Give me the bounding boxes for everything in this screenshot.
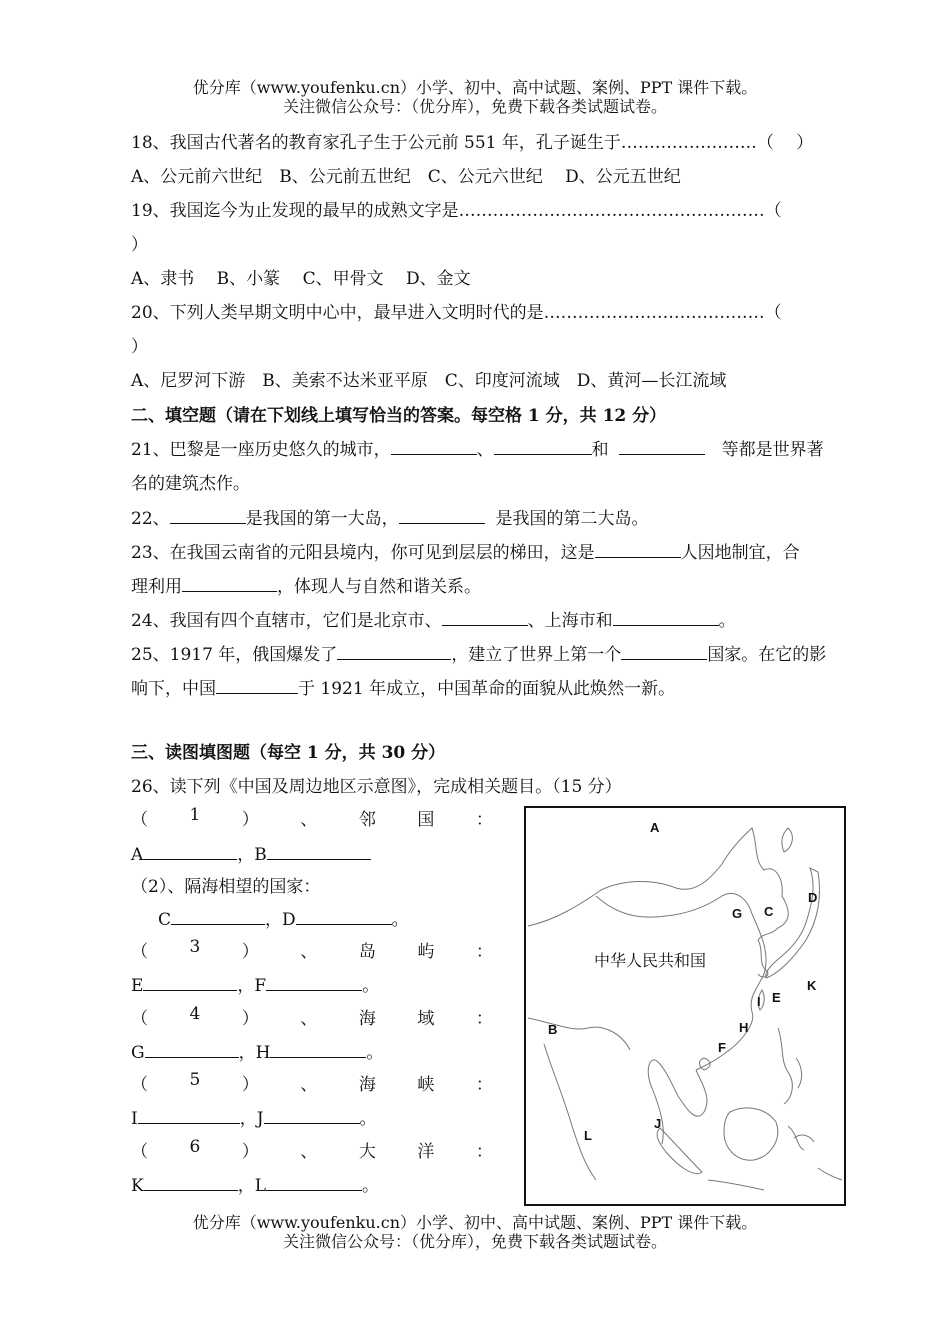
china-region-map — [524, 806, 846, 1206]
map-label-l: L — [584, 1128, 592, 1143]
q21-blank-1[interactable] — [391, 438, 477, 455]
q25-blank-1[interactable] — [337, 643, 451, 660]
q22-blank-2[interactable] — [399, 507, 485, 524]
answer-blank[interactable] — [143, 843, 237, 860]
item-label-char: 海 — [358, 1075, 376, 1095]
q21-text: 等都是世界著 — [721, 440, 824, 460]
item-number: 5 — [189, 1070, 201, 1090]
q26-item-3-head — [131, 937, 493, 962]
item-number: 1 — [189, 805, 201, 825]
answer-blank[interactable] — [270, 1041, 366, 1058]
map-mongolia-border — [596, 893, 752, 917]
map-label-e: E — [772, 990, 781, 1005]
q19-stem: 19、我国迄今为止发现的最早的成熟文字是………………………………………………（ — [131, 201, 782, 221]
q21-text: 、 — [476, 440, 494, 460]
q22-line — [131, 504, 873, 529]
item-label-char: 国 — [417, 810, 435, 830]
q26-item-2-head: （2）、隔海相望的国家： — [131, 877, 321, 897]
map-border-north — [528, 828, 788, 940]
q19-options: A、隶书 B、小篆 C、甲骨文 D、金文 — [131, 269, 471, 289]
answer-letter: I — [131, 1109, 138, 1129]
q22-text: 是我国的第二大岛。 — [495, 509, 649, 529]
q25-text: ，建立了世界上第一个 — [451, 645, 622, 665]
answer-letter: A — [131, 845, 144, 865]
paren: ） — [241, 1142, 259, 1162]
answer-letter: ，L — [237, 1176, 266, 1196]
q21-line-2: 名的建筑杰作。 — [131, 474, 250, 494]
q21-text: 和 — [591, 440, 609, 460]
answer-blank[interactable] — [264, 1107, 360, 1124]
q23-line-2 — [131, 572, 873, 597]
item-label-char: 屿 — [417, 942, 435, 962]
punct: 、 — [300, 1009, 318, 1029]
item-label-char: 峡 — [417, 1075, 435, 1095]
answer-blank[interactable] — [266, 1174, 362, 1191]
answer-letter: E — [131, 976, 144, 996]
q24-text: 24、我国有四个直辖市，它们是北京市、 — [131, 611, 442, 631]
answer-blank[interactable] — [266, 974, 362, 991]
map-label-f: F — [718, 1040, 726, 1055]
q23-line-1 — [131, 538, 873, 563]
answer-letter: ，B — [237, 845, 267, 865]
q26-item-4-head — [131, 1004, 493, 1029]
q21-blank-2[interactable] — [494, 438, 592, 455]
paren: （ — [131, 1075, 148, 1095]
map-sulawesi — [788, 1126, 814, 1150]
map-country-label: 中华人民共和国 — [594, 951, 707, 970]
map-philippines — [778, 1028, 802, 1104]
q24-text: 。 — [718, 611, 736, 631]
answer-letter: ，J — [239, 1109, 264, 1129]
item-label-char: 洋 — [417, 1142, 435, 1162]
answer-blank[interactable] — [267, 843, 371, 860]
q23-blank-2[interactable] — [182, 575, 277, 592]
answer-letter: ，F — [237, 976, 267, 996]
punct: 。 — [391, 910, 409, 930]
map-label-c: C — [764, 904, 774, 919]
q24-blank-2[interactable] — [613, 609, 719, 626]
q18-options: A、公元前六世纪 B、公元前五世纪 C、公元六世纪 D、公元五世纪 — [131, 167, 681, 187]
item-label-char: 海 — [358, 1009, 376, 1029]
answer-letter: C — [158, 910, 172, 930]
punct: 、 — [300, 942, 318, 962]
q21-blank-3[interactable] — [619, 438, 705, 455]
map-china-coast — [696, 914, 766, 1070]
section-3-title: 三、读图填图题（每空 1 分，共 30 分） — [131, 743, 446, 763]
map-borneo — [724, 1108, 778, 1160]
answer-blank[interactable] — [143, 974, 237, 991]
q26-item-5-head — [131, 1070, 493, 1095]
paren: ） — [241, 810, 259, 830]
header-line-1: 优分库（www.youfenku.cn）小学、初中、高中试题、案例、PPT 课件下载。 — [192, 78, 758, 97]
q26-item-1-head — [131, 805, 493, 830]
punct: ： — [475, 1142, 493, 1162]
punct: 。 — [362, 976, 380, 996]
answer-letter: G — [131, 1043, 145, 1063]
item-label-char: 域 — [417, 1009, 435, 1029]
footer-line-2: 关注微信公众号：（优分库），免费下载各类试题试卷。 — [282, 1232, 667, 1251]
punct: 、 — [300, 810, 318, 830]
map-hokkaido — [782, 828, 792, 852]
q25-text: 25、1917 年，俄国爆发了 — [131, 645, 338, 665]
q20-stem-end: ） — [131, 337, 148, 357]
answer-blank[interactable] — [296, 908, 392, 925]
q23-text: 人因地制宜，合 — [680, 543, 800, 563]
q18-stem: 18、我国古代著名的教育家孔子生于公元前 551 年，孔子诞生于……………………（ ） — [131, 133, 814, 153]
header-line-2: 关注微信公众号：（优分库），免费下载各类试题试卷。 — [282, 97, 667, 116]
paren: ） — [241, 1075, 259, 1095]
q25-line-2 — [131, 674, 873, 699]
answer-letter: ，D — [265, 910, 296, 930]
map-india-coast — [528, 1018, 630, 1050]
map-label-k: K — [807, 978, 817, 993]
q22-text: 是我国的第一大岛， — [245, 509, 399, 529]
q25-blank-3[interactable] — [216, 677, 298, 694]
item-label-char: 邻 — [358, 810, 376, 830]
item-number: 6 — [189, 1137, 201, 1157]
item-label-char: 大 — [358, 1142, 376, 1162]
q25-line-1 — [131, 640, 873, 665]
punct: 。 — [359, 1109, 377, 1129]
q24-blank-1[interactable] — [442, 609, 528, 626]
map-label-b: B — [548, 1022, 558, 1037]
answer-blank[interactable] — [144, 1174, 238, 1191]
punct: ： — [475, 942, 493, 962]
q20-stem: 20、下列人类早期文明中心中，最早进入文明时代的是…………………………………（ — [131, 303, 782, 323]
paren: ） — [241, 1009, 259, 1029]
q23-text: 理利用 — [131, 577, 182, 597]
punct: ： — [475, 810, 493, 830]
punct: ： — [475, 1075, 493, 1095]
answer-blank[interactable] — [145, 1041, 239, 1058]
answer-letter: K — [131, 1176, 144, 1196]
paren: （ — [131, 942, 148, 962]
q23-blank-1[interactable] — [595, 541, 681, 558]
paren: ） — [241, 942, 259, 962]
item-number: 3 — [189, 937, 201, 957]
paren: （ — [131, 1009, 148, 1029]
map-label-d: D — [808, 890, 818, 905]
q20-options: A、尼罗河下游 B、美索不达米亚平原 C、印度河流域 D、黄河—长江流域 — [131, 371, 727, 391]
map-label-i: I — [757, 994, 761, 1009]
q25-text: 国家。在它的影 — [707, 645, 827, 665]
section-2-title: 二、填空题（请在下划线上填写恰当的答案。每空格 1 分，共 12 分） — [131, 406, 667, 426]
q23-text: ，体现人与自然和谐关系。 — [277, 577, 481, 597]
q24-line — [131, 606, 873, 631]
paren: （ — [131, 1142, 148, 1162]
punct: 。 — [362, 1176, 379, 1196]
q25-text: 于 1921 年成立，中国革命的面貌从此焕然一新。 — [298, 679, 676, 699]
q22-text: 22、 — [131, 509, 170, 529]
q24-text: 、上海市和 — [527, 611, 613, 631]
q26-stem: 26、读下列《中国及周边地区示意图》，完成相关题目。（15 分） — [131, 777, 622, 797]
map-label-h: H — [739, 1020, 749, 1035]
map-label-a: A — [650, 820, 660, 835]
map-japan — [766, 868, 820, 978]
map-java — [708, 1180, 764, 1190]
answer-letter: ，H — [238, 1043, 271, 1063]
punct: 、 — [300, 1075, 318, 1095]
answer-blank[interactable] — [171, 908, 265, 925]
punct: ： — [475, 1009, 493, 1029]
map-label-g: G — [732, 906, 743, 921]
q21-text: 21、巴黎是一座历史悠久的城市， — [131, 440, 391, 460]
item-label-char: 岛 — [358, 942, 376, 962]
q23-text: 23、在我国云南省的元阳县境内，你可见到层层的梯田，这是 — [131, 543, 595, 563]
punct: 、 — [300, 1142, 318, 1162]
q25-blank-2[interactable] — [621, 643, 707, 660]
q25-text: 响下，中国 — [131, 679, 216, 699]
map-sumatra — [657, 1128, 702, 1174]
map-indochina — [648, 1060, 707, 1144]
map-outline — [526, 808, 844, 1204]
q21-line-1 — [131, 435, 873, 460]
footer-line-1: 优分库（www.youfenku.cn）小学、初中、高中试题、案例、PPT 课件下载。 — [192, 1213, 758, 1232]
item-number: 4 — [189, 1004, 201, 1024]
q19-stem-end: ） — [131, 235, 148, 255]
paren: （ — [131, 810, 148, 830]
q22-blank-1[interactable] — [170, 507, 246, 524]
q26-item-6-head — [131, 1137, 493, 1162]
map-new-guinea — [818, 1168, 842, 1180]
answer-blank[interactable] — [138, 1107, 240, 1124]
map-india — [544, 1044, 596, 1180]
map-label-j: J — [654, 1116, 662, 1131]
punct: 。 — [366, 1043, 384, 1063]
